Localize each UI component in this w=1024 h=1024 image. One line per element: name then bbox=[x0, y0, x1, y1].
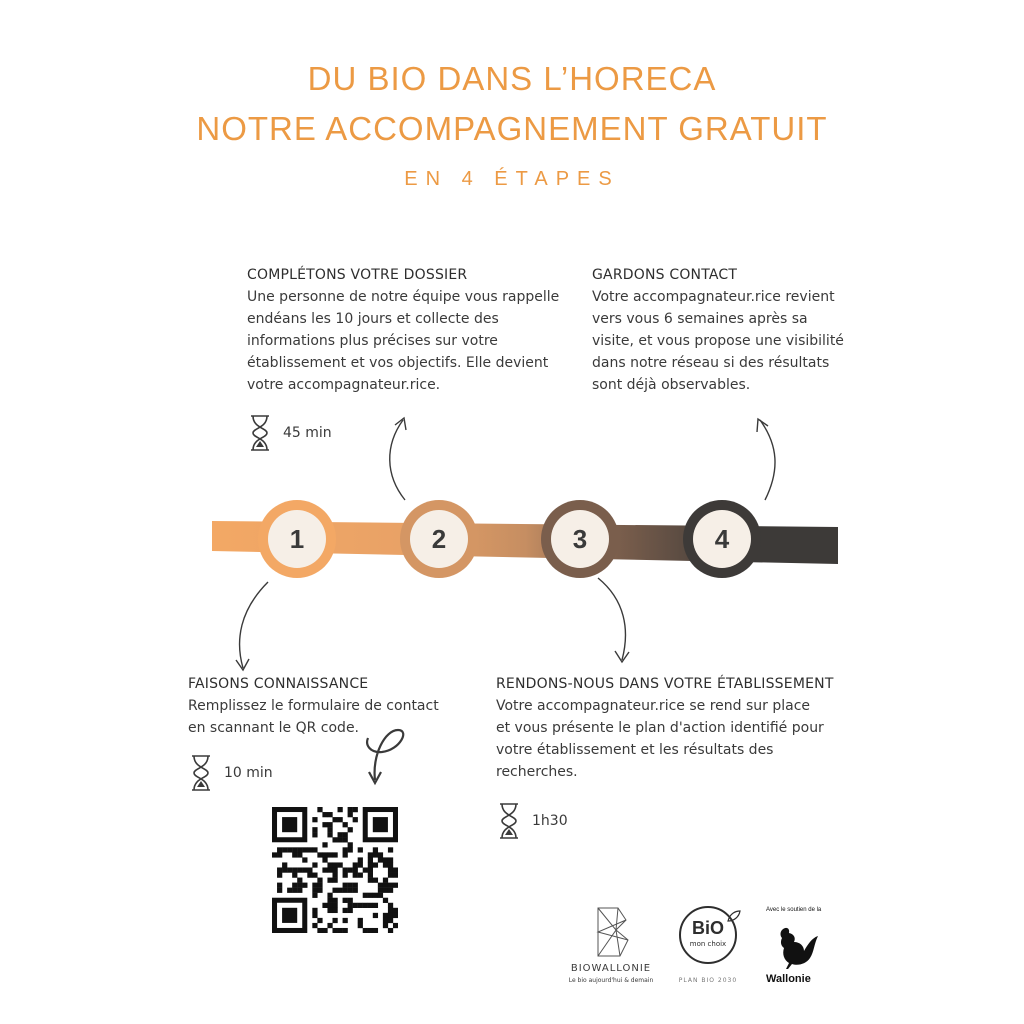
step-2-block bbox=[247, 264, 577, 396]
step-number-4: 4 bbox=[693, 510, 751, 568]
step-4-block bbox=[592, 264, 872, 396]
step-3-line: votre établissement et les résultats des bbox=[496, 742, 774, 758]
step-number-2: 2 bbox=[410, 510, 468, 568]
step-2-duration bbox=[249, 414, 332, 452]
step-1-title: FAISONS CONNAISSANCE bbox=[188, 676, 369, 692]
step-3-line: recherches. bbox=[496, 764, 578, 780]
step-3-line: Votre accompagnateur.rice se rend sur place bbox=[496, 698, 811, 714]
step-1-line: en scannant le QR code. bbox=[188, 720, 360, 736]
duration-text: 1h30 bbox=[532, 813, 568, 829]
page-title-line1: DU BIO DANS L’HORECA bbox=[307, 60, 717, 97]
biowallonie-name: BIOWALLONIE bbox=[570, 963, 652, 974]
step-4-line: dans notre réseau si des résultats bbox=[592, 355, 830, 371]
step-2-line: votre accompagnateur.rice. bbox=[247, 377, 441, 393]
step-3-duration bbox=[498, 802, 568, 840]
duration-text: 45 min bbox=[283, 425, 332, 441]
step-3-title: RENDONS-NOUS DANS VOTRE ÉTABLISSEMENT bbox=[496, 676, 834, 692]
wallonie-support-text: Avec le soutien de la bbox=[766, 907, 822, 913]
arrow-icon bbox=[598, 578, 625, 660]
bio-mon-choix-logo bbox=[672, 904, 744, 986]
step-2-line: informations plus précises sur votre bbox=[247, 333, 498, 349]
biowallonie-mark-icon bbox=[592, 906, 632, 958]
step-number-1: 1 bbox=[268, 510, 326, 568]
step-4-line: sont déjà observables. bbox=[592, 377, 751, 393]
step-circle-2 bbox=[400, 500, 478, 578]
step-circle-3 bbox=[541, 500, 619, 578]
page-title-line2: NOTRE ACCOMPAGNEMENT GRATUIT bbox=[196, 110, 828, 147]
step-4-line: visite, et vous propose une visibilité bbox=[592, 333, 844, 349]
step-2-line: Une personne de notre équipe vous rappelle bbox=[247, 289, 560, 305]
arrow-icon bbox=[390, 420, 405, 500]
step-2-line: endéans les 10 jours et collecte des bbox=[247, 311, 499, 327]
biowallonie-tagline: Le bio aujourd'hui & demain bbox=[568, 977, 654, 984]
arrow-icon bbox=[240, 582, 268, 668]
step-circle-4 bbox=[683, 500, 761, 578]
step-4-line: Votre accompagnateur.rice revient bbox=[592, 289, 835, 305]
step-4-title: GARDONS CONTACT bbox=[592, 267, 738, 283]
hourglass-icon bbox=[190, 754, 212, 792]
hourglass-icon bbox=[249, 414, 271, 452]
step-3-block bbox=[496, 673, 836, 783]
step-2-line: établissement et vos objectifs. Elle devient bbox=[247, 355, 549, 371]
bio-sub: mon choix bbox=[689, 940, 727, 948]
wallonie-logo bbox=[766, 906, 826, 990]
hourglass-icon bbox=[498, 802, 520, 840]
rooster-icon bbox=[774, 924, 820, 970]
step-1-block bbox=[188, 673, 468, 739]
step-1-line: Remplissez le formulaire de contact bbox=[188, 698, 439, 714]
step-4-line: vers vous 6 semaines après sa bbox=[592, 311, 808, 327]
step-circle-1 bbox=[258, 500, 336, 578]
step-3-line: et vous présente le plan d'action identifié pour bbox=[496, 720, 824, 736]
plan-bio-label: PLAN BIO 2030 bbox=[678, 977, 738, 984]
step-2-title: COMPLÉTONS VOTRE DOSSIER bbox=[247, 267, 468, 283]
arrow-icon bbox=[760, 420, 775, 500]
bio-label: BiO bbox=[691, 918, 724, 938]
qr-code[interactable] bbox=[272, 807, 398, 933]
biowallonie-logo bbox=[566, 906, 656, 986]
step-1-duration bbox=[190, 754, 273, 792]
duration-text: 10 min bbox=[224, 765, 273, 781]
page-subtitle: EN 4 ÉTAPES bbox=[404, 168, 620, 190]
wallonie-name: Wallonie bbox=[766, 973, 811, 985]
step-number-3: 3 bbox=[551, 510, 609, 568]
leaf-icon bbox=[727, 910, 741, 922]
